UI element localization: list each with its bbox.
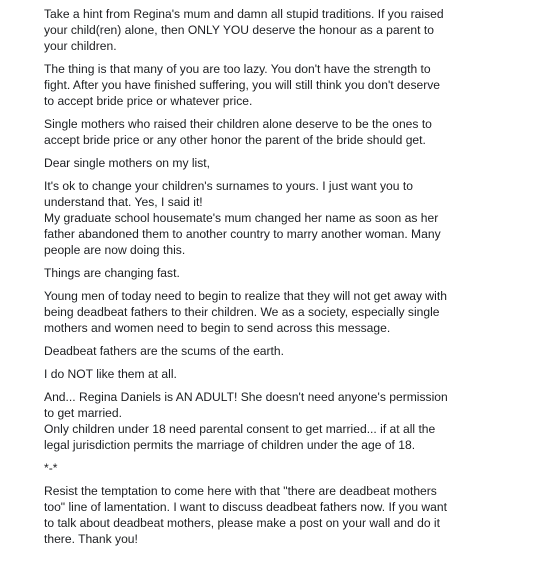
post-text-line: mothers and women need to begin to send across this message. (44, 321, 391, 335)
post-paragraph (44, 288, 484, 336)
post-text-line: Single mothers who raised their children alone deserve to be the ones to (44, 117, 432, 131)
post-body (44, 6, 484, 554)
post-text-line: The thing is that many of you are too lazy. You don't have the strength to (44, 62, 431, 76)
post-text-line: Deadbeat fathers are the scums of the earth. (44, 344, 284, 358)
post-text-line: understand that. Yes, I said it! (44, 195, 203, 209)
post-text-line: father abandoned them to another country to marry another woman. Many (44, 227, 441, 241)
post-text-line: My graduate school housemate's mum changed her name as soon as her (44, 211, 439, 225)
post-text-line: Resist the temptation to come here with that "there are deadbeat mothers (44, 484, 437, 498)
post-text-line: legal jurisdiction permits the marriage of children under the age of 18. (44, 438, 416, 452)
post-paragraph (44, 155, 484, 171)
post-text-line: your child(ren) alone, then ONLY YOU deserve the honour as a parent to (44, 23, 434, 37)
post-paragraph (44, 421, 484, 453)
post-text-line: people are now doing this. (44, 243, 186, 257)
post-text-line: to get married. (44, 406, 122, 420)
post-paragraph (44, 460, 484, 476)
post-text-line: I do NOT like them at all. (44, 367, 177, 381)
post-text-line: And... Regina Daniels is AN ADULT! She doesn't need anyone's permission (44, 390, 448, 404)
post-paragraph (44, 178, 484, 210)
post-paragraph (44, 6, 484, 54)
post-paragraph (44, 265, 484, 281)
post-paragraph (44, 210, 484, 258)
post-text-line: being deadbeat fathers to their children. We as a society, especially single (44, 305, 440, 319)
post-paragraph (44, 366, 484, 382)
post-text-line: to talk about deadbeat mothers, please make a post on your wall and do it (44, 516, 440, 530)
post-text-line: Things are changing fast. (44, 266, 180, 280)
post-text-line: Take a hint from Regina's mum and damn all stupid traditions. If you raised (44, 7, 444, 21)
post-text-line: your children. (44, 39, 117, 53)
post-text-line: fight. After you have finished suffering, you will still think you don't deserve (44, 78, 441, 92)
post-text-line: Only children under 18 need parental consent to get married... if at all the (44, 422, 436, 436)
post-paragraph (44, 116, 484, 148)
post-paragraph (44, 483, 484, 547)
post-text-line: accept bride price or any other honor the parent of the bride should get. (44, 133, 426, 147)
post-text-line: to accept bride price or whatever price. (44, 94, 253, 108)
post-paragraph (44, 61, 484, 109)
post-text-line: too" line of lamentation. I want to discuss deadbeat fathers now. If you want (44, 500, 447, 514)
post-paragraph (44, 389, 484, 421)
post-text-line: *-* (44, 461, 58, 475)
post-text-line: It's ok to change your children's surnames to yours. I just want you to (44, 179, 413, 193)
post-text-line: Young men of today need to begin to realize that they will not get away with (44, 289, 447, 303)
post-text-line: there. Thank you! (44, 532, 138, 546)
post-paragraph (44, 343, 484, 359)
post-text-line: Dear single mothers on my list, (44, 156, 211, 170)
